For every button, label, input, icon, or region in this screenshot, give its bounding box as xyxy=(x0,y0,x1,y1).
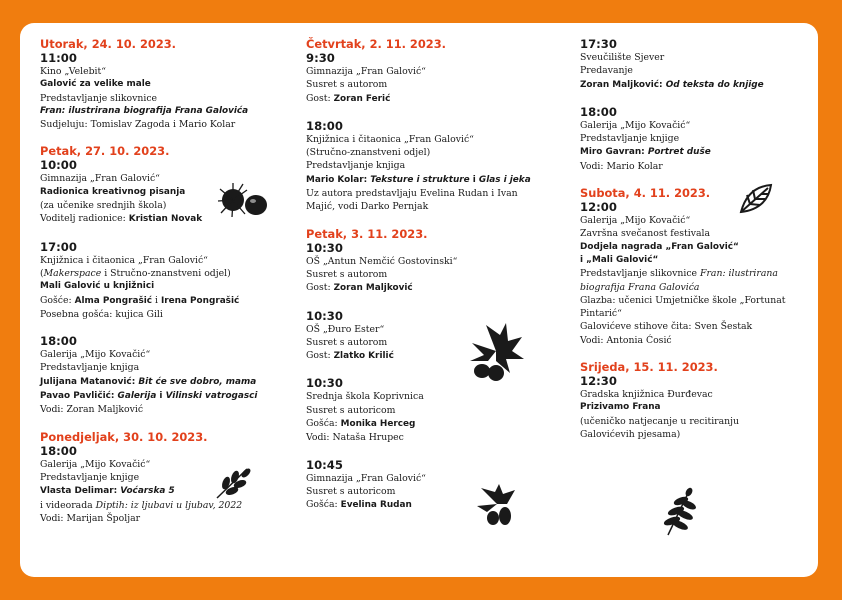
event-title: Mali Galović u knjižnici xyxy=(40,281,155,292)
event-time: 12:00 xyxy=(580,200,617,215)
event-venue: OŠ „Đuro Ester“ xyxy=(306,323,385,335)
event-type: Susret s autorom xyxy=(306,79,388,91)
event-guest: Gost: Zoran Ferić xyxy=(306,92,391,104)
event-venue: Kino „Velebit“ xyxy=(40,66,107,77)
event-time: 12:30 xyxy=(580,374,617,389)
event-type: Predstavljanje slikovnice xyxy=(40,92,158,104)
event-video: i videorada Diptih: iz ljubavi u ljubav, 2022 xyxy=(40,499,243,511)
event-music: Glazba: učenici Umjetničke škole „Fortunat xyxy=(580,294,786,306)
chestnut-leaf-icon-2 xyxy=(475,482,519,528)
event-guest: Gost: Zlatko Krilić xyxy=(306,350,394,362)
leaf-outline-icon xyxy=(738,183,774,215)
event-venue-detail: (Stručno-znanstveni odjel) xyxy=(306,147,431,159)
event-type: Predstavljanje knjige xyxy=(580,133,680,145)
event-date: Utorak, 24. 10. 2023. xyxy=(40,37,177,51)
event-book: biografija Frana Galovića xyxy=(580,281,700,293)
event-host: Vodi: Marijan Špoljar xyxy=(40,512,141,524)
event-time: 11:00 xyxy=(40,51,77,65)
leaf-sprig-icon xyxy=(213,465,253,501)
event-type: Susret s autorom xyxy=(306,268,388,280)
column-1 xyxy=(40,37,290,525)
event-time: 18:00 xyxy=(306,118,343,133)
event-book: Miro Gavran: Portret duše xyxy=(580,147,711,158)
event-time: 10:00 xyxy=(40,158,77,173)
event-time: 18:00 xyxy=(40,334,77,349)
event-guest: Gost: Zoran Maljković xyxy=(306,282,413,294)
event-venue: Galerija „Mijo Kovačić“ xyxy=(40,458,151,470)
event-title: Prizivamo Frana xyxy=(580,402,661,413)
event-type: Susret s autoricom xyxy=(306,404,396,416)
event-type: Susret s autorom xyxy=(306,336,388,348)
event-awards: Dodjela nagrada „Fran Galović“ xyxy=(580,241,739,252)
event-note: Galovićevih pjesama) xyxy=(580,428,681,440)
event-host: Voditelj radionice: Kristian Novak xyxy=(40,213,203,225)
column-3 xyxy=(580,37,805,441)
event-book-title: Fran: ilustrirana biografija Frana Galovića xyxy=(40,105,249,116)
event-title: Radionica kreativnog pisanja xyxy=(40,186,186,197)
event-book: Pavao Pavličić: Galerija i Vilinski vatrogasci xyxy=(40,391,258,402)
event-book: Julijana Matanović: Bit će sve dobro, mama xyxy=(40,376,257,387)
event-host: Vodi: Mario Kolar xyxy=(580,160,663,172)
event-date: Ponedjeljak, 30. 10. 2023. xyxy=(40,429,208,444)
event-presenters: Majić, vodi Darko Pernjak xyxy=(306,201,429,213)
program-card xyxy=(20,23,818,577)
event-book: Predstavljanje slikovnice Fran: ilustrirana xyxy=(580,268,778,280)
event-venue: Gimnazija „Fran Galović“ xyxy=(40,173,160,185)
event-type: Predstavljanje knjiga xyxy=(306,160,406,172)
event-note: (učeničko natjecanje u recitiranju xyxy=(580,415,740,427)
event-date: Subota, 4. 11. 2023. xyxy=(580,186,711,201)
event-venue: Gimnazija „Fran Galović“ xyxy=(306,66,426,77)
event-venue: Gimnazija „Fran Galović“ xyxy=(306,472,426,484)
event-venue: Srednja škola Koprivnica xyxy=(306,391,424,403)
event-book: Vlasta Delimar: Voćarska 5 xyxy=(40,486,175,497)
event-participants: Sudjeluju: Tomislav Zagoda i Mario Kolar xyxy=(40,119,236,131)
event-title: Galović za velike male xyxy=(40,79,151,90)
column-2 xyxy=(306,37,564,513)
event-time: 9:30 xyxy=(306,51,335,65)
event-guest: Gošća: Monika Herceg xyxy=(306,418,416,430)
event-guest: Gošća: Evelina Rudan xyxy=(306,499,412,511)
fern-leaf-icon xyxy=(658,485,702,537)
event-type: Predavanje xyxy=(580,65,633,77)
chestnut-icon xyxy=(216,181,272,221)
event-time: 17:30 xyxy=(580,37,617,51)
event-lecture: Zoran Maljković: Od teksta do knjige xyxy=(580,79,764,90)
event-presenters: Uz autora predstavljaju Evelina Rudan i Ivan xyxy=(306,188,518,200)
event-time: 10:30 xyxy=(306,376,343,391)
event-date: Četvrtak, 2. 11. 2023. xyxy=(306,37,446,51)
event-host: Vodi: Antonia Ćosić xyxy=(580,334,672,346)
event-time: 18:00 xyxy=(40,443,77,458)
event-venue: Galerija „Mijo Kovačić“ xyxy=(580,215,691,227)
event-venue: Knjižnica i čitaonica „Fran Galović“ xyxy=(306,133,474,145)
event-reading: Galovićeve stihove čita: Sven Šestak xyxy=(580,321,753,333)
event-venue: OŠ „Antun Nemčić Gostovinski“ xyxy=(306,255,458,267)
event-awards: i „Mali Galović“ xyxy=(580,254,659,265)
chestnut-leaf-icon xyxy=(466,321,524,383)
event-time: 10:30 xyxy=(306,308,343,323)
event-type: Predstavljanje knjiga xyxy=(40,362,140,374)
event-date: Srijeda, 15. 11. 2023. xyxy=(580,360,718,375)
event-guests: Gošće: Alma Pongrašić i Irena Pongrašić xyxy=(40,294,240,306)
event-type: Završna svečanost festivala xyxy=(580,228,711,240)
event-venue: Knjižnica i čitaonica „Fran Galović“ xyxy=(40,254,208,266)
event-time: 10:45 xyxy=(306,457,343,472)
event-music: Pintarić“ xyxy=(580,308,622,320)
event-venue: Galerija „Mijo Kovačić“ xyxy=(580,119,691,131)
event-note: (za učenike srednjih škola) xyxy=(40,200,167,212)
event-type: Predstavljanje knjige xyxy=(40,471,140,483)
event-host: Vodi: Nataša Hrupec xyxy=(306,432,404,444)
event-date: Petak, 3. 11. 2023. xyxy=(306,226,428,241)
event-host: Vodi: Zoran Maljković xyxy=(40,404,144,416)
event-venue: Gradska knjižnica Đurđevac xyxy=(580,389,713,401)
event-venue: Galerija „Mijo Kovačić“ xyxy=(40,349,151,361)
event-venue: Sveučilište Sjever xyxy=(580,52,665,63)
event-date: Petak, 27. 10. 2023. xyxy=(40,144,170,159)
event-time: 10:30 xyxy=(306,240,343,255)
event-time: 17:00 xyxy=(40,239,77,254)
event-type: Susret s autoricom xyxy=(306,485,396,497)
event-time: 18:00 xyxy=(580,104,617,119)
event-book: Mario Kolar: Teksture i strukture i Glas i jeka xyxy=(306,174,531,185)
event-venue-detail: (Makerspace i Stručno-znanstveni odjel) xyxy=(40,267,231,279)
event-special-guest: Posebna gošća: kujica Gili xyxy=(40,308,163,320)
